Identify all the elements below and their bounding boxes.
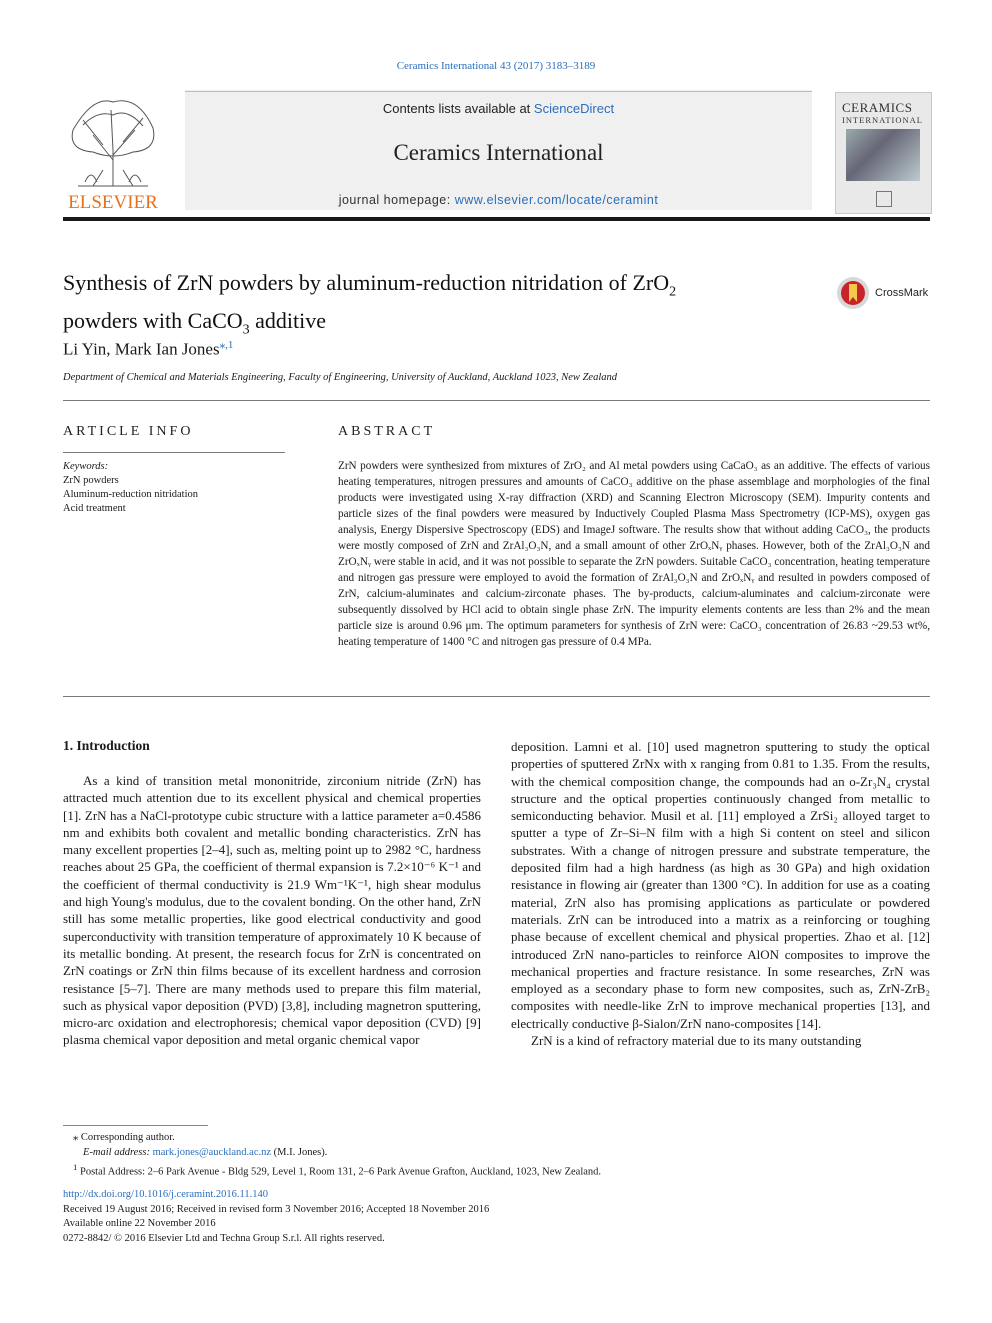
article-meta xyxy=(63,1188,489,1246)
available-online: Available online 22 November 2016 xyxy=(63,1218,216,1229)
received-dates: Received 19 August 2016; Received in revised form 3 November 2016; Accepted 18 November 2016 xyxy=(63,1203,490,1215)
doi-link[interactable]: http://dx.doi.org/10.1016/j.ceramint.2016.11.140 xyxy=(63,1189,269,1200)
sciencedirect-link[interactable]: ScienceDirect xyxy=(533,101,615,116)
keyword: Acid treatment xyxy=(63,503,126,514)
contents-list: Contents lists available at ScienceDirect xyxy=(382,101,615,116)
postal-note: $^1$ Postal Address: 2–6 Park Avenue - Bldg 529, Level 1, Room 131, 2–6 Park Avenue Grafton, Auckland, 1023, New Zealand. xyxy=(73,1162,602,1178)
keywords: Keywords: ZrN powders Aluminum-reduction nitridation Acid treatment xyxy=(63,461,199,514)
article-info-heading: ARTICLE INFO xyxy=(63,424,194,439)
intro-column-left: As a kind of transition metal mononitride, zirconium nitride (ZrN) has attracted much attention due to its excellent physical and chemical properties [1]. ZrN has a NaCl-prototype cubic structure with a lattice parameter a=0.4586 nm and exhibits both covalent and metallic bonding characteristics. ZrN has many excellent properties [2–4], such as, melting point up to 2982 °C, hardness reaches about 25 GPa, the coefficient of thermal expansion is 7.2×10⁻⁶ K⁻¹ and the coefficient of thermal conductivity is 21.9 Wm⁻¹K⁻¹, high shear modulus and high Young's modulus, due to the covalent bonding. On the other hand, ZrN still has some metallic properties, like good electrical conductivity and good superconductivity with transition temperature of approximately 10 K because of its metallic bonding. At present, the research focus for ZrN is concentrated on ZrN coatings or ZrN thin films because of its excellent hardness and corrosion resistance [5–7]. There are many methods used to prepare this film material, such as physical vapor deposition (PVD) [3,8], including magnetron sputtering, micro-arc oxidation and electrophoresis; chemical vapor deposition (CVD) [9] plasma chemical vapor deposition and metal organic chemical vapor xyxy=(63,773,481,1048)
intro-column-right: deposition. Lamni et al. [10] used magnetron sputtering to study the optical properties of sputtered ZrNx with x ranging from 0.81 to 1.35. From the results, with the chemical composition change, the compounds had an o-Zr₃N₄ crystal structure and the optical properties continuously changed from metallic to semiconducting behavior. Musil et al. [11] employed a ZrSi₂ alloyed target to sputter a type of Zr–Si–N film with a high Si content on steel and silicon substrates. With a change of nitrogen pressure and substrate temperature, the deposited film had a high hardness (as high as 30 GPa) and high oxidation resistance in flowing air (greater than 1300 °C). In addition for use as a coating material, ZrN also has promising applications as particulate or powdered materials. ZrN can be introduced into a matrix as a reinforcing or toughing phase because of excellent chemical and physical properties. Zhao et al. [12] introduced ZrN nano-particles to reinforce AlON composites to improve the mechanical properties and fracture resistance. In some researches, ZrN was employed as a secondary phase to form new composites, such as, ZrN-ZrB₂ composites with needle-like ZrN to improve mechanical properties [13], and electrically conductive β-Sialon/ZrN nano-composites [14]. ZrN is a kind of refractory material due to its many outstanding xyxy=(511,739,930,1049)
tree-icon xyxy=(63,90,163,214)
email-link[interactable]: mark.jones@auckland.ac.nz xyxy=(152,1146,272,1158)
abstract-text: ZrN powders were synthesized from mixtures of ZrO₂ and Al metal powders using CaCaO₃ as an additive. The effects of various heating temperatures, nitrogen pressures and amounts of CaCO₃ additive on the phase assemblage and morphologies of the final products were investigated using X-ray diffraction (XRD) and Scanning Electron Microscopy (SEM). Impurity contents and particle sizes of the final powders were measured by Inductively Coupled Plasma Mass Spectrometry (ICP-MS), oxygen gas analysis, Energy Dispersive Spectroscopy (EDS) and ImageJ software. The results show that without adding CaCO₃, the products were mostly composed of ZrN and ZrAl₃O₃N, and a small amount of other ZrOₓNᵧ phases. However, both of the ZrAl₃O₃N and ZrOₓNᵧ were stable in acid, and it was not possible to separate the ZrN powders. Suitable CaCO₃ concentration, heating temperature and nitrogen gas pressure were employed to avoid the formation of ZrAl₃O₃N and ZrOₓNᵧ and resulted in powders composed of ZrN, calcium-aluminates and calcium-zirconate phases. The by-products, calcium-aluminates and calcium-zirconate were subsequently dissolved by HCl acid to obtain single phase ZrN. The impurity elements contents are less than 2% and the mean particle size is around 0.96 μm. The optimum parameters for synthesis of ZrN were: CaCO₃ concentration of 26.83 ~29.53 wt%, heating temperature of 1400 °C and nitrogen gas pressure of 0.4 MPa. xyxy=(338,460,930,648)
keyword: Aluminum-reduction nitridation xyxy=(63,489,199,500)
journal-cover[interactable] xyxy=(835,92,932,214)
authors: Li Yin, Mark Ian Jones$^{⁎,1}$ xyxy=(63,339,234,359)
journal-citation[interactable]: Ceramics International 43 (2017) 3183–3189 xyxy=(396,60,596,72)
crossmark-label: CrossMark xyxy=(875,287,929,299)
crossmark-badge[interactable] xyxy=(835,275,935,311)
affiliation: Department of Chemical and Materials Engineering, Faculty of Engineering, University of Auckland, Auckland 1023, New Zealand xyxy=(63,372,617,383)
email-note: E-mail address: mark.jones@auckland.ac.nz (M.I. Jones). xyxy=(83,1146,328,1158)
article-title: Synthesis of ZrN powders by aluminum-reduction nitridation of ZrO$_2$ powders with CaCO$_3$ additive xyxy=(63,270,677,338)
elsevier-wordmark: ELSEVIER xyxy=(68,192,158,213)
cover-image xyxy=(846,129,920,181)
copyright: 0272-8842/ © 2016 Elsevier Ltd and Techna Group S.r.l. All rights reserved. xyxy=(63,1232,385,1244)
abstract-heading: ABSTRACT xyxy=(338,424,436,439)
corresponding-note: ⁎ Corresponding author. xyxy=(73,1132,175,1143)
journal-homepage: journal homepage: www.elsevier.com/locate/ceramint xyxy=(338,193,659,207)
cover-subtitle: INTERNATIONAL xyxy=(842,115,923,125)
footnotes xyxy=(63,1131,601,1180)
journal-name: Ceramics International xyxy=(393,140,604,165)
keyword: ZrN powders xyxy=(63,475,119,486)
cover-logo xyxy=(876,191,892,207)
author-footnote-marks[interactable]: ⁎,1 xyxy=(219,339,234,351)
elsevier-logo xyxy=(63,90,163,214)
cover-title: CERAMICS xyxy=(842,100,913,115)
crossmark-icon xyxy=(835,275,871,311)
header-rule xyxy=(63,217,930,221)
section-heading-introduction: 1. Introduction xyxy=(63,738,150,753)
homepage-link[interactable]: www.elsevier.com/locate/ceramint xyxy=(454,193,659,207)
